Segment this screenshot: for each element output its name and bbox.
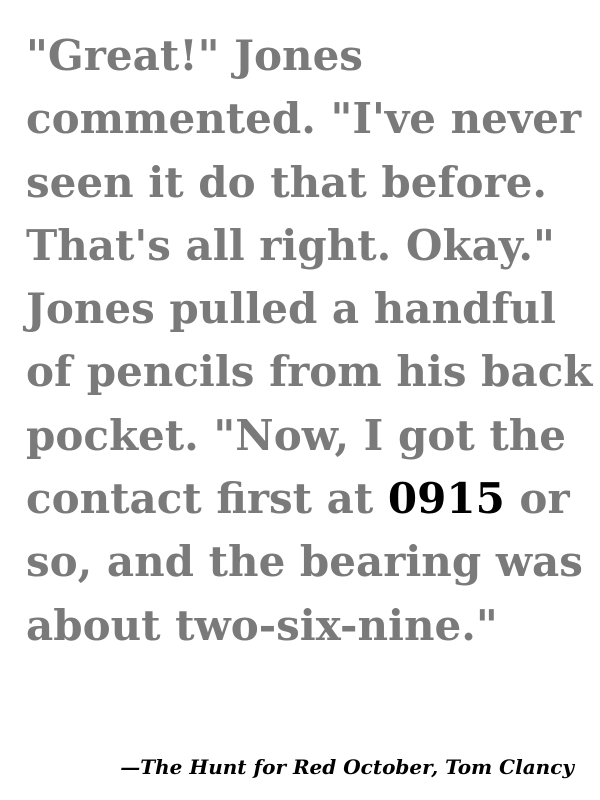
quote-line: commented. "I've never (26, 94, 582, 144)
quote-line: seen it do that before. (26, 157, 548, 207)
quote-line: "Great!" Jones (26, 31, 363, 80)
quote-line: pocket. "Now, I got the (26, 410, 567, 460)
quote-line: Jones pulled a handful (26, 284, 556, 334)
quote-line: about two-six-nine." (26, 600, 498, 650)
quote-line-with-highlight (26, 467, 586, 530)
quote-line: That's all right. Okay." (26, 220, 555, 270)
quote-line-segment: contact first at (26, 474, 388, 524)
quote-line: so, and the bearing was (26, 537, 583, 587)
attribution: —The Hunt for Red October, Tom Clancy (120, 755, 574, 779)
highlighted-time: 0915 (387, 474, 505, 524)
quote-line-segment: or (504, 474, 570, 524)
quote-line: of pencils from his back (26, 347, 593, 397)
quote-passage (26, 24, 593, 657)
